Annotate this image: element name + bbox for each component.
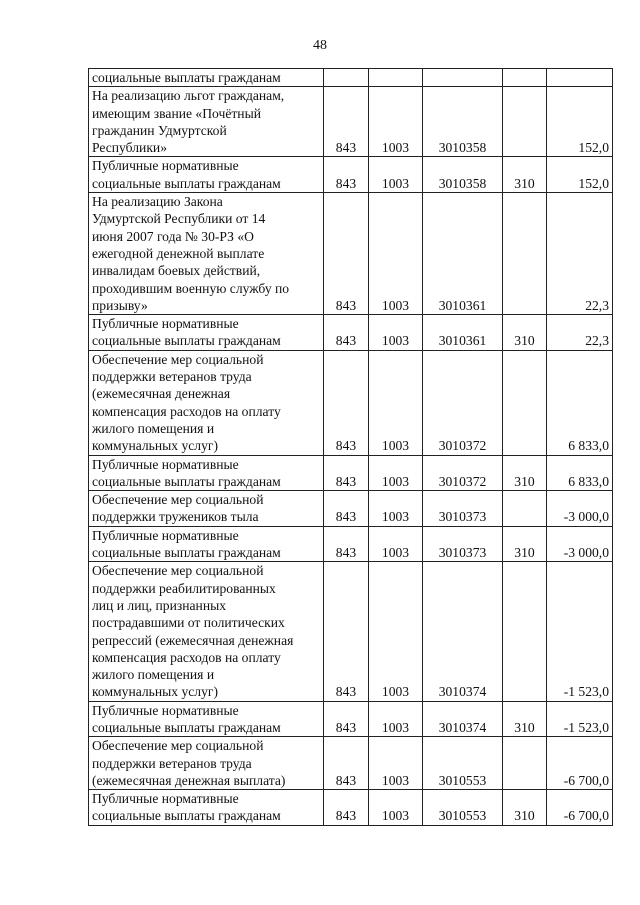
description-line: коммунальных услуг) [92,684,218,700]
row-description [89,737,324,790]
row-description [89,87,324,157]
description-line: поддержки ветеранов труда [92,369,252,385]
table-row [89,87,613,157]
row-description [89,193,324,315]
cell-section-code: 1003 [369,526,423,562]
cell-department-code: 843 [324,350,369,455]
cell-amount: -6 700,0 [547,737,613,790]
description-line: Публичные нормативные [92,702,239,718]
cell-amount: -1 523,0 [547,562,613,701]
description-line: социальные выплаты гражданам [92,70,281,85]
cell-section-code: 1003 [369,562,423,701]
cell-amount: 6 833,0 [547,350,613,455]
cell-department-code: 843 [324,315,369,351]
table-row [89,455,613,491]
description-line: проходившим военную службу по [92,280,290,296]
table-row [89,790,613,826]
description-line: лиц и лиц, признанных [92,597,227,613]
cell-expense-type: 310 [503,315,547,351]
cell-section-code: 1003 [369,737,423,790]
description-line: Республики» [92,140,167,156]
cell-amount [547,69,613,87]
table-row [89,562,613,701]
table-row [89,157,613,193]
description-line: социальные выплаты гражданам [92,333,281,349]
cell-department-code [324,69,369,87]
description-line: имеющим звание «Почётный [92,105,261,121]
description-line: ежегодной денежной выплате [92,245,265,261]
row-description [89,701,324,737]
description-line: гражданин Удмуртской [92,122,227,138]
description-line: Публичные нормативные [92,456,239,472]
cell-department-code: 843 [324,562,369,701]
cell-amount: 152,0 [547,87,613,157]
description-line: социальные выплаты гражданам [92,808,281,824]
description-line: репрессий (ежемесячная денежная [92,632,294,648]
cell-target-article: 3010374 [423,701,503,737]
description-line: коммунальных услуг) [92,438,218,454]
description-line: призыву» [92,297,148,313]
description-line: поддержки ветеранов труда [92,755,252,771]
cell-target-article: 3010373 [423,526,503,562]
table-row [89,193,613,315]
cell-expense-type [503,737,547,790]
description-line: Публичные нормативные [92,316,239,332]
description-line: пострадавшими от политических [92,615,285,631]
cell-expense-type [503,350,547,455]
table-row [89,315,613,351]
cell-expense-type: 310 [503,790,547,826]
cell-target-article: 3010374 [423,562,503,701]
cell-target-article: 3010361 [423,193,503,315]
cell-department-code: 843 [324,701,369,737]
description-line: На реализацию льгот гражданам, [92,88,285,104]
row-description [89,350,324,455]
cell-target-article: 3010553 [423,737,503,790]
cell-section-code: 1003 [369,315,423,351]
description-line: Обеспечение мер социальной [92,563,264,579]
row-description [89,526,324,562]
cell-target-article: 3010358 [423,157,503,193]
description-line: Публичные нормативные [92,527,239,543]
table-row [89,69,613,87]
description-line: Обеспечение мер социальной [92,738,264,754]
row-description [89,491,324,527]
cell-department-code: 843 [324,737,369,790]
description-line: компенсация расходов на оплату [92,649,281,665]
table-row [89,526,613,562]
cell-section-code: 1003 [369,455,423,491]
cell-expense-type [503,87,547,157]
description-line: Обеспечение мер социальной [92,492,264,508]
cell-amount: 22,3 [547,315,613,351]
row-description [89,790,324,826]
cell-section-code: 1003 [369,350,423,455]
description-line: жилого помещения и [92,667,215,683]
description-line: социальные выплаты гражданам [92,545,281,561]
cell-amount: 6 833,0 [547,455,613,491]
cell-section-code: 1003 [369,157,423,193]
cell-expense-type: 310 [503,701,547,737]
table-row [89,350,613,455]
cell-target-article: 3010553 [423,790,503,826]
cell-amount: 152,0 [547,157,613,193]
table-row [89,491,613,527]
cell-expense-type [503,562,547,701]
cell-amount: -6 700,0 [547,790,613,826]
cell-amount: -3 000,0 [547,491,613,527]
table-row [89,701,613,737]
table-row [89,737,613,790]
row-description [89,69,324,87]
cell-expense-type: 310 [503,157,547,193]
description-line: поддержки реабилитированных [92,580,276,596]
cell-department-code: 843 [324,790,369,826]
cell-department-code: 843 [324,455,369,491]
row-description [89,455,324,491]
cell-expense-type: 310 [503,455,547,491]
description-line: Удмуртской Республики от 14 [92,211,266,227]
description-line: Публичные нормативные [92,158,239,174]
cell-department-code: 843 [324,491,369,527]
budget-table-body [89,69,613,826]
description-line: (ежемесячная денежная выплата) [92,772,286,788]
description-line: На реализацию Закона [92,194,223,210]
cell-department-code: 843 [324,526,369,562]
cell-amount: 22,3 [547,193,613,315]
cell-section-code: 1003 [369,193,423,315]
cell-section-code [369,69,423,87]
row-description [89,315,324,351]
description-line: Публичные нормативные [92,791,239,807]
description-line: июня 2007 года № 30-РЗ «О [92,228,254,244]
cell-department-code: 843 [324,87,369,157]
cell-amount: -3 000,0 [547,526,613,562]
cell-target-article: 3010372 [423,350,503,455]
description-line: социальные выплаты гражданам [92,719,281,735]
description-line: инвалидам боевых действий, [92,263,261,279]
cell-section-code: 1003 [369,701,423,737]
cell-target-article: 3010358 [423,87,503,157]
cell-target-article: 3010361 [423,315,503,351]
cell-section-code: 1003 [369,491,423,527]
description-line: Обеспечение мер социальной [92,351,264,367]
row-description [89,157,324,193]
description-line: компенсация расходов на оплату [92,403,281,419]
page-number: 48 [313,38,327,53]
description-line: социальные выплаты гражданам [92,175,281,191]
cell-department-code: 843 [324,157,369,193]
cell-target-article: 3010373 [423,491,503,527]
description-line: жилого помещения и [92,420,215,436]
cell-section-code: 1003 [369,790,423,826]
cell-expense-type [503,69,547,87]
description-line: поддержки тружеников тыла [92,509,259,525]
description-line: (ежемесячная денежная [92,386,231,402]
cell-target-article: 3010372 [423,455,503,491]
cell-department-code: 843 [324,193,369,315]
budget-table [88,68,613,826]
cell-target-article [423,69,503,87]
row-description [89,562,324,701]
description-line: социальные выплаты гражданам [92,473,281,489]
cell-section-code: 1003 [369,87,423,157]
cell-expense-type [503,193,547,315]
cell-amount: -1 523,0 [547,701,613,737]
cell-expense-type [503,491,547,527]
cell-expense-type: 310 [503,526,547,562]
